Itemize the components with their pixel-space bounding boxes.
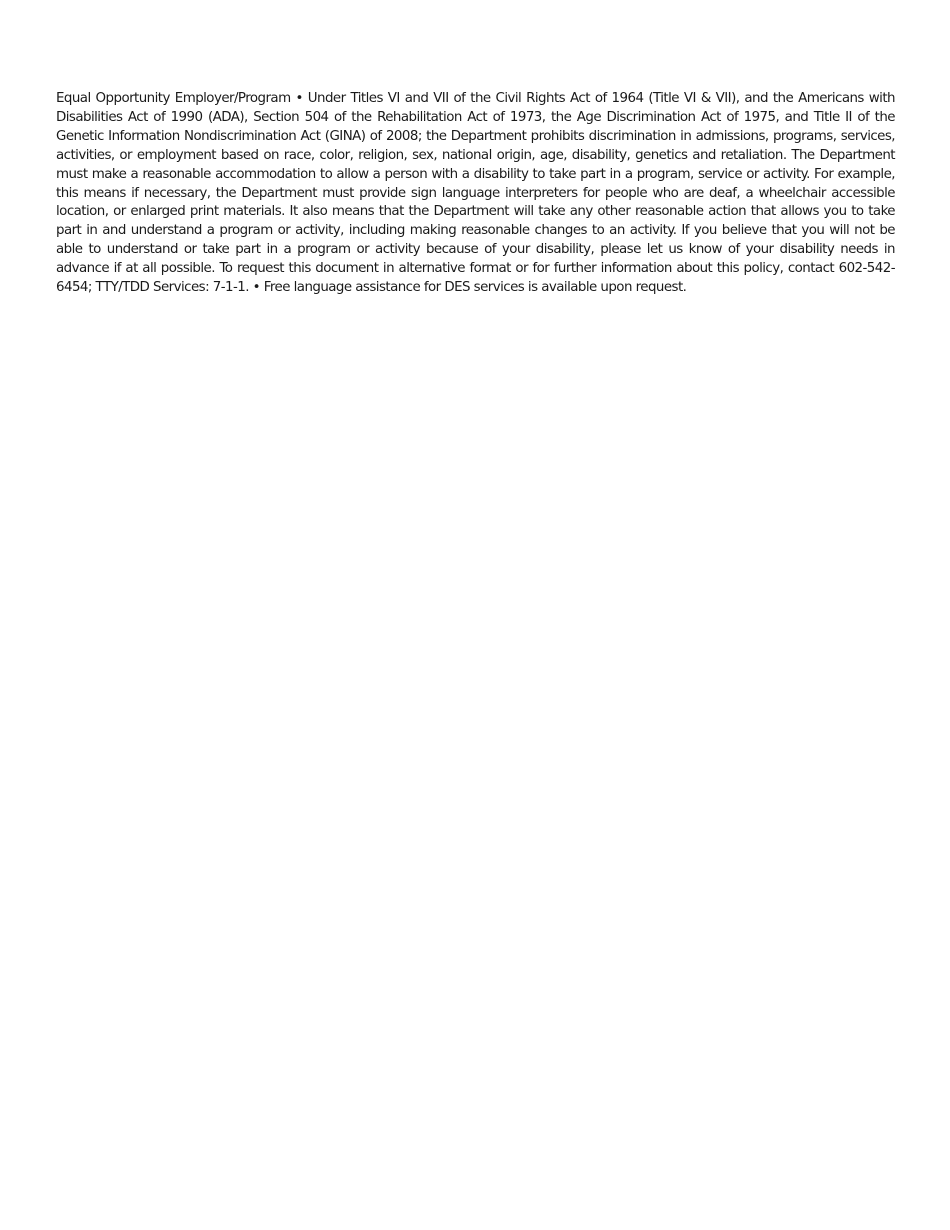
- equal-opportunity-notice: Equal Opportunity Employer/Program • Under Titles VI and VII of the Civil Rights Act of 1964 (Title VI & VII), and the Americans with Disabilities Act of 1990 (ADA), Section 504 of the Rehabilitation Act of 1973, the Age Discrimination Act of 1975, and Title II of the Genetic Information Nondiscrimination Act (GINA) of 2008; the Department prohibits discrimination in admissions, programs, services, activities, or employment based on race, color, religion, sex, national origin, age, disability, genetics and retaliation. The Department must make a reasonable accommodation to allow a person with a disability to take part in a program, service or activity. For example, this means if necessary, the Department must provide sign language interpreters for people who are deaf, a wheelchair accessible location, or enlarged print materials. It also means that the Department will take any other reasonable action that allows you to take part in and understand a program or activity, including making reasonable changes to an activity. If you believe that you will not be able to understand or take part in a program or activity because of your disability, please let us know of your disability needs in advance if at all possible. To request this document in alternative format or for further information about this policy, contact 602-542-6454; TTY/TDD Services: 7-1-1. • Free language assistance for DES services is available upon request.: [56, 91, 895, 296]
